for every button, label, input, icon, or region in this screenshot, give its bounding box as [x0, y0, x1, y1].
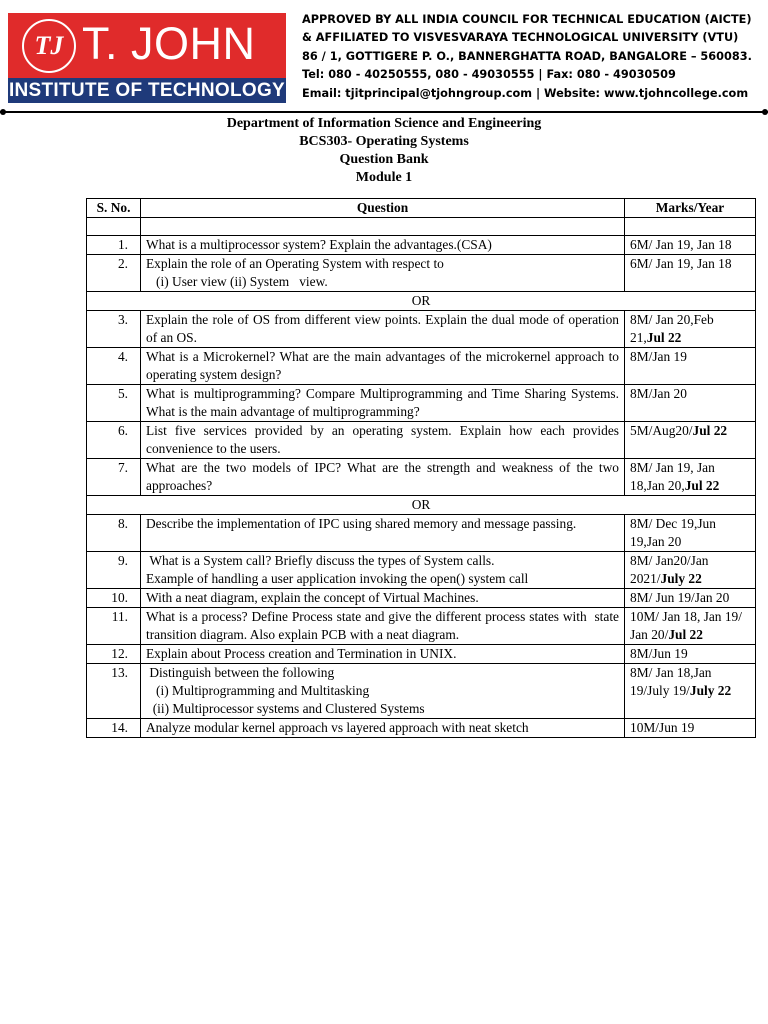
marks-year-text: 8M/ Jan 19, Jan 18,Jan 20, — [630, 460, 715, 493]
document-titles — [0, 115, 768, 187]
info-line-approval: APPROVED BY ALL INDIA COUNCIL FOR TECHNICAL EDUCATION (AICTE) — [302, 13, 752, 26]
question-text — [141, 664, 625, 719]
header-question: Question — [141, 199, 625, 218]
marks-year-text: 10M/ Jan 18, Jan 19/ Jan 20/ — [630, 609, 742, 642]
logo-emblem-icon: TJ — [22, 19, 76, 73]
marks-year — [625, 608, 756, 645]
question-number: 5. — [87, 385, 141, 422]
marks-year — [625, 422, 756, 459]
question-number: 2. — [87, 255, 141, 292]
question-line: Analyze modular kernel approach vs layered approach with neat sketch — [146, 720, 529, 735]
table-row — [87, 552, 756, 589]
question-line: Explain about Process creation and Termination in UNIX. — [146, 646, 457, 661]
or-label: OR — [87, 292, 756, 311]
table-row — [87, 515, 756, 552]
table-row — [87, 311, 756, 348]
info-line-address: 86 / 1, GOTTIGERE P. O., BANNERGHATTA ROAD, BANGALORE – 560083. — [302, 49, 752, 63]
question-line: What is a Microkernel? What are the main advantages of the microkernel approach to operating system design? — [146, 349, 623, 382]
question-line: Example of handling a user application invoking the open() system call — [146, 571, 529, 586]
blank-cell — [625, 218, 756, 236]
marks-year-text: 5M/Aug20/ — [630, 423, 693, 438]
question-text — [141, 311, 625, 348]
question-number: 10. — [87, 589, 141, 608]
marks-year — [625, 459, 756, 496]
marks-year — [625, 664, 756, 719]
question-line: What is a System call? Briefly discuss the types of System calls. — [146, 553, 495, 568]
header-marks-year: Marks/Year — [625, 199, 756, 218]
marks-year-highlight: Jul 22 — [684, 478, 720, 493]
table-header-row — [87, 199, 756, 218]
marks-year — [625, 552, 756, 589]
marks-year — [625, 589, 756, 608]
blank-cell — [141, 218, 625, 236]
marks-year-text: 8M/ Jun 19/Jan 20 — [630, 590, 730, 605]
marks-year — [625, 645, 756, 664]
question-number: 14. — [87, 719, 141, 738]
info-line-email: Email: tjitprincipal@tjohngroup.com | Website: www.tjohncollege.com — [302, 86, 749, 100]
question-text — [141, 515, 625, 552]
question-text — [141, 608, 625, 645]
marks-year — [625, 719, 756, 738]
question-number: 7. — [87, 459, 141, 496]
marks-year — [625, 255, 756, 292]
question-text — [141, 459, 625, 496]
table-row — [87, 459, 756, 496]
question-line: (i) Multiprogramming and Multitasking — [146, 683, 370, 698]
question-text — [141, 589, 625, 608]
or-label: OR — [87, 496, 756, 515]
blank-row — [87, 218, 756, 236]
or-row — [87, 292, 756, 311]
question-line: With a neat diagram, explain the concept of Virtual Machines. — [146, 590, 479, 605]
question-text — [141, 348, 625, 385]
question-number: 13. — [87, 664, 141, 719]
marks-year-text: 8M/ Dec 19,Jun 19,Jan 20 — [630, 516, 716, 549]
logo-name: T. JOHN — [82, 18, 256, 69]
question-line: What is a process? Define Process state and give the different process states with state transition diagram. Also explain PCB with a neat diagram. — [146, 609, 623, 642]
question-line: Describe the implementation of IPC using shared memory and message passing. — [146, 516, 577, 531]
marks-year — [625, 385, 756, 422]
table-row — [87, 348, 756, 385]
marks-year-highlight: July 22 — [660, 571, 702, 586]
question-text — [141, 422, 625, 459]
table-row — [87, 664, 756, 719]
question-line: List five services provided by an operating system. Explain how each provides convenience to the users. — [146, 423, 623, 456]
table-row — [87, 255, 756, 292]
blank-cell — [87, 218, 141, 236]
question-line: Explain the role of OS from different view points. Explain the dual mode of operation of an OS. — [146, 312, 623, 345]
info-line-phone: Tel: 080 - 40250555, 080 - 49030555 | Fax: 080 - 49030509 — [302, 68, 676, 82]
info-line-affiliation: & AFFILIATED TO VISVESVARAYA TECHNOLOGICAL UNIVERSITY (VTU) — [302, 31, 739, 45]
institute-info — [302, 11, 764, 103]
question-text — [141, 236, 625, 255]
question-number: 4. — [87, 348, 141, 385]
marks-year-highlight: Jul 22 — [646, 330, 682, 345]
department-title: Department of Information Science and Engineering — [226, 116, 542, 131]
table-row — [87, 422, 756, 459]
question-number: 1. — [87, 236, 141, 255]
table-row — [87, 236, 756, 255]
marks-year-text: 8M/Jan 20 — [630, 386, 687, 401]
table-row — [87, 385, 756, 422]
question-line: Explain the role of an Operating System with respect to — [146, 256, 444, 271]
marks-year-highlight: Jul 22 — [668, 627, 703, 642]
institute-logo — [8, 13, 286, 103]
question-line: What is multiprogramming? Compare Multiprogramming and Time Sharing Systems. What is the main advantage of multiprogramming? — [146, 386, 623, 419]
question-line: (i) User view (ii) System view. — [146, 274, 328, 289]
question-number: 3. — [87, 311, 141, 348]
marks-year-text: 8M/ Jan 18,Jan 19/July 19/ — [630, 665, 712, 698]
question-text — [141, 719, 625, 738]
question-line: Distinguish between the following — [146, 665, 335, 680]
question-line: What is a multiprocessor system? Explain the advantages.(CSA) — [146, 237, 492, 252]
marks-year — [625, 348, 756, 385]
question-text — [141, 552, 625, 589]
question-line: (ii) Multiprocessor systems and Clustered Systems — [146, 701, 425, 716]
course-title: BCS303- Operating Systems — [299, 134, 469, 149]
marks-year-text: 10M/Jun 19 — [630, 720, 695, 735]
marks-year-text: 6M/ Jan 19, Jan 18 — [630, 237, 732, 252]
question-number: 6. — [87, 422, 141, 459]
question-number: 9. — [87, 552, 141, 589]
document-type-title: Question Bank — [339, 152, 429, 167]
marks-year-text: 8M/Jun 19 — [630, 646, 688, 661]
logo-subtitle: INSTITUTE OF TECHNOLOGY — [8, 80, 286, 101]
question-number: 8. — [87, 515, 141, 552]
marks-year-highlight: Jul 22 — [692, 423, 728, 438]
marks-year — [625, 236, 756, 255]
question-text — [141, 385, 625, 422]
question-number: 11. — [87, 608, 141, 645]
question-number: 12. — [87, 645, 141, 664]
table-row — [87, 719, 756, 738]
table-row — [87, 589, 756, 608]
header-sno: S. No. — [87, 199, 141, 218]
marks-year-text: 8M/Jan 19 — [630, 349, 687, 364]
question-bank-table — [86, 198, 756, 738]
table-row — [87, 645, 756, 664]
header-divider — [0, 111, 768, 113]
marks-year-text: 8M/ Jan 20,Feb 21, — [630, 312, 714, 345]
marks-year-text: 8M/ Jan20/Jan 2021/ — [630, 553, 709, 586]
module-title: Module 1 — [355, 170, 413, 185]
marks-year-text: 6M/ Jan 19, Jan 18 — [630, 256, 732, 271]
table-row — [87, 608, 756, 645]
or-row — [87, 496, 756, 515]
question-line: What are the two models of IPC? What are the strength and weakness of the two approaches? — [146, 460, 623, 493]
page-header — [0, 0, 768, 112]
question-text — [141, 645, 625, 664]
marks-year — [625, 515, 756, 552]
marks-year-highlight: July 22 — [689, 683, 732, 698]
question-text — [141, 255, 625, 292]
marks-year — [625, 311, 756, 348]
